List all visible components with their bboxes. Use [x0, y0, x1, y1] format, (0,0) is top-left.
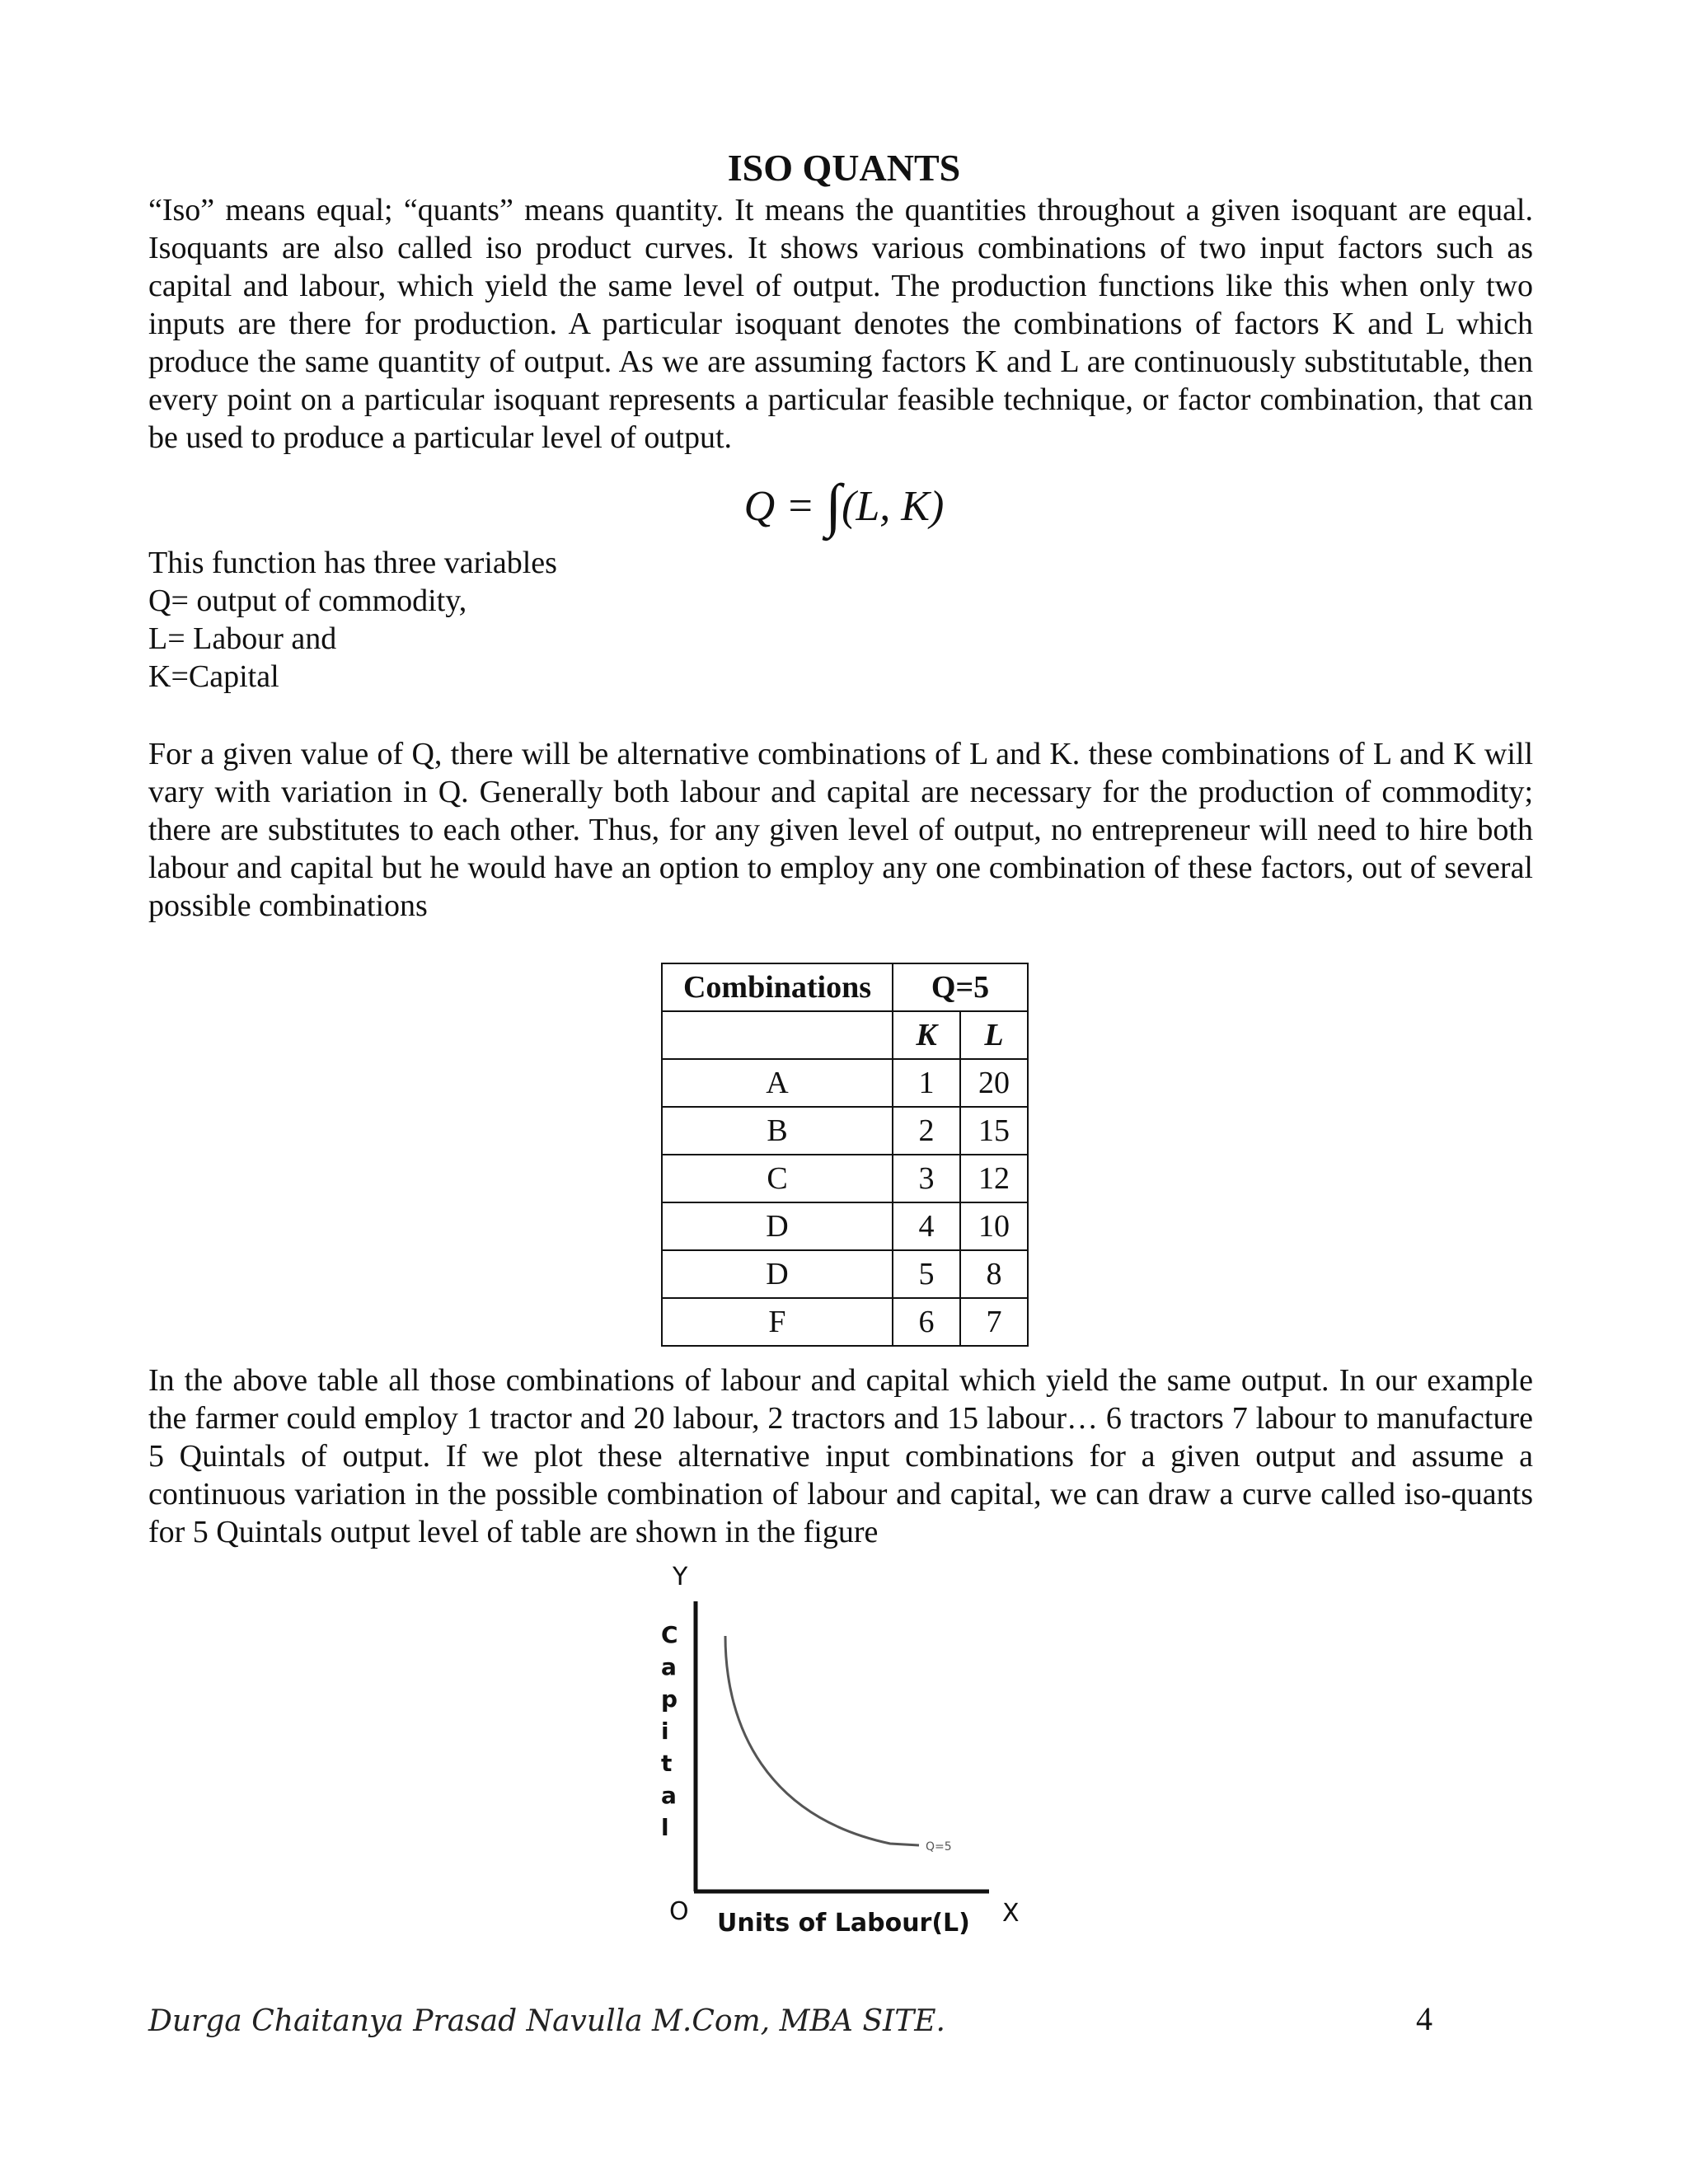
variable-l: L= Labour and	[148, 621, 337, 656]
table-row	[662, 1298, 1028, 1346]
formula-lhs: Q =	[743, 483, 815, 530]
formula-rhs: (L, K)	[842, 483, 945, 530]
variable-list-intro: This function has three variables	[148, 546, 557, 580]
subheader-k: K	[893, 1011, 960, 1059]
row-k: 2	[893, 1107, 960, 1155]
row-k: 5	[893, 1250, 960, 1298]
row-l: 12	[960, 1155, 1028, 1202]
row-l: 7	[960, 1298, 1028, 1346]
intro-paragraph: “Iso” means equal; “quants” means quantity. It means the quantities throughout a given isoquant are equal. Isoquants are also called iso product curves. It shows various combinations of two input factors such as capital and labour, which yield the same level of output. The production functions like this when only two inputs are there for production. A particular isoquant denotes the combinations of factors K and L which produce the same quantity of output. As we are assuming factors K and L are continuously substitutable, then every point on a particular isoquant represents a particular feasible technique, or factor combination, that can be used to produce a particular level of output.	[148, 193, 1533, 455]
combinations-paragraph: For a given value of Q, there will be alternative combinations of L and K. these combinations of L and K will vary with variation in Q. Generally both labour and capital are necessary for the production of commodity; there are substitutes to each other. Thus, for any given level of output, no entrepreneur will need to hire both labour and capital but he would have an option to employ any one combination of these factors, out of several possible combinations	[148, 737, 1533, 923]
row-k: 3	[893, 1155, 960, 1202]
y-axis-label-letter: t	[661, 1750, 673, 1777]
row-k: 6	[893, 1298, 960, 1346]
subheader-empty	[662, 1011, 893, 1059]
y-axis-label-letter: l	[661, 1814, 669, 1841]
combinations-table	[661, 963, 1029, 1347]
table-subheader-row	[662, 1011, 1028, 1059]
row-l: 10	[960, 1202, 1028, 1250]
integral-symbol: ∫	[825, 472, 842, 538]
row-label: C	[662, 1155, 893, 1202]
row-label: D	[662, 1202, 893, 1250]
variable-q: Q= output of commodity,	[148, 583, 467, 618]
isoquant-label: Q=5	[926, 1840, 952, 1854]
table-row	[662, 1202, 1028, 1250]
explanation-paragraph: In the above table all those combinations of labour and capital which yield the same output. In our example the farmer could employ 1 tractor and 20 labour, 2 tractors and 15 labour… 6 tractors 7 labour to manufacture 5 Quintals of output. If we plot these alternative input combinations for a given output and assume a continuous variation in the possible combination of labour and capital, we can draw a curve called iso-quants for 5 Quintals output level of table are shown in the figure	[148, 1363, 1533, 1549]
origin-label: O	[669, 1897, 689, 1926]
y-axis-label	[661, 1621, 678, 1841]
row-label: B	[662, 1107, 893, 1155]
y-axis-label-letter: i	[661, 1718, 669, 1745]
row-k: 4	[893, 1202, 960, 1250]
row-l: 8	[960, 1250, 1028, 1298]
footer-author: Durga Chaitanya Prasad Navulla M.Com, MBA SITE.	[148, 2004, 945, 2038]
y-axis-label-letter: C	[661, 1621, 678, 1648]
isoquant-curve	[725, 1636, 919, 1845]
isoquant-chart	[643, 1562, 1039, 1941]
y-axis-label-letter: a	[661, 1653, 677, 1680]
y-axis-label-letter: p	[661, 1685, 678, 1713]
row-k: 1	[893, 1059, 960, 1107]
variable-list	[148, 544, 557, 696]
header-output: Q=5	[893, 963, 1028, 1011]
production-function-formula	[0, 472, 1688, 538]
page-number: 4	[1416, 2000, 1432, 2037]
table-header-row	[662, 963, 1028, 1011]
row-label: A	[662, 1059, 893, 1107]
x-axis-label: Units of Labour(L)	[717, 1909, 970, 1938]
table-row	[662, 1059, 1028, 1107]
row-l: 20	[960, 1059, 1028, 1107]
row-l: 15	[960, 1107, 1028, 1155]
table-row	[662, 1107, 1028, 1155]
x-axis-letter: X	[1002, 1899, 1020, 1928]
row-label: F	[662, 1298, 893, 1346]
table-row	[662, 1250, 1028, 1298]
y-axis-label-letter: a	[661, 1782, 677, 1809]
row-label: D	[662, 1250, 893, 1298]
subheader-l: L	[960, 1011, 1028, 1059]
y-axis-letter: Y	[673, 1563, 688, 1591]
table-row	[662, 1155, 1028, 1202]
variable-k: K=Capital	[148, 659, 279, 694]
header-combinations: Combinations	[662, 963, 893, 1011]
page-title: ISO QUANTS	[727, 147, 961, 189]
